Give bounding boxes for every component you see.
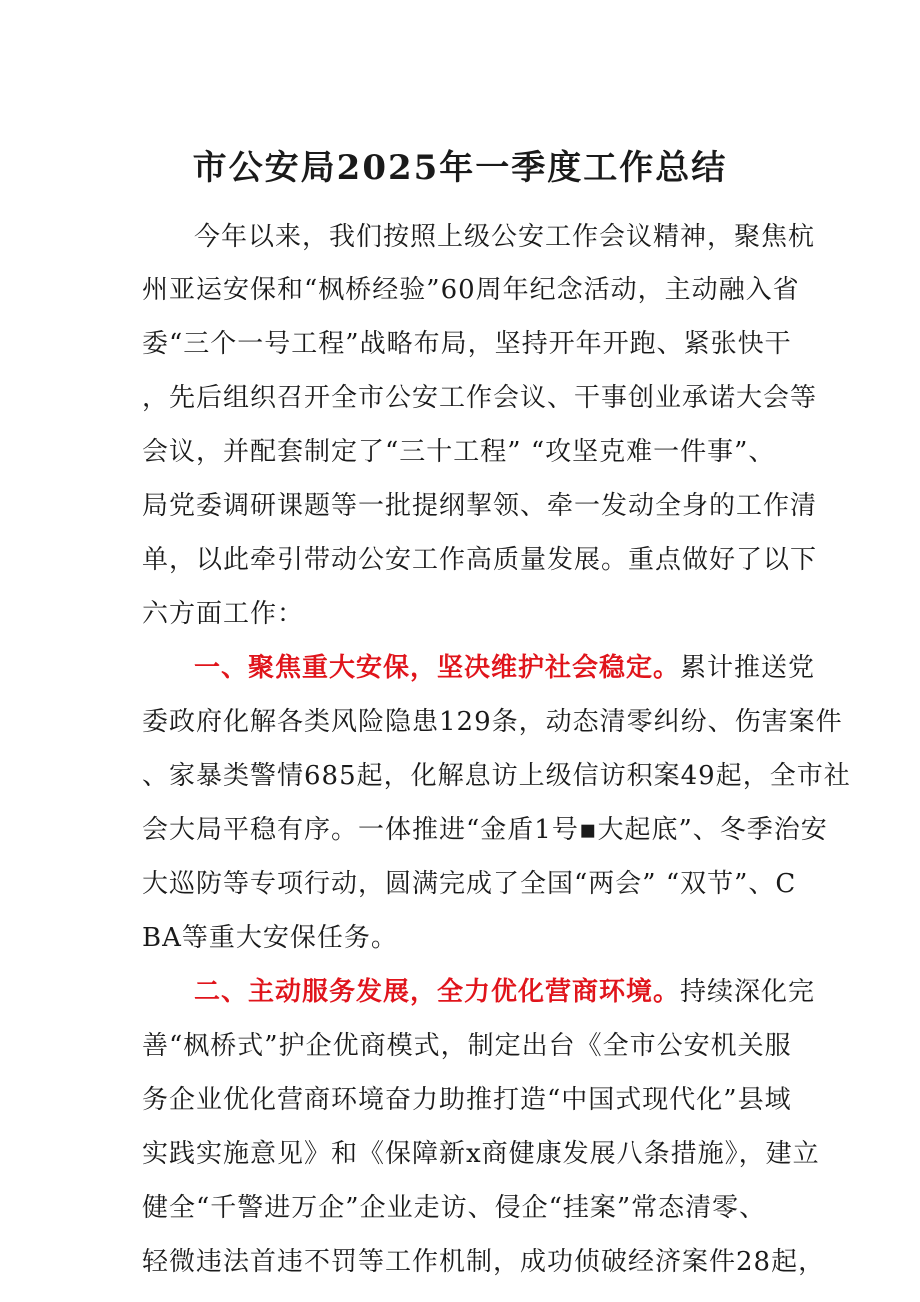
- section-heading: 一、聚焦重大安保，坚决维护社会稳定。: [194, 653, 681, 683]
- body-text: 委政府化解各类风险隐患129条，动态清零纠纷、伤害案件: [142, 707, 843, 737]
- body-line: [142, 866, 797, 902]
- body-text: 今年以来，我们按照上级公安工作会议精神，聚焦杭: [194, 222, 816, 252]
- body-line: [142, 1136, 820, 1172]
- body-line: [142, 596, 782, 632]
- body-text: 会议，并配套制定了“三十工程” “攻坚克难一件事”、: [142, 437, 776, 467]
- body-line: [194, 974, 834, 1010]
- body-text: 累计推送党: [680, 653, 816, 683]
- body-line: [142, 1244, 826, 1280]
- body-text: 善“枫桥式”护企优商模式，制定出台《全市公安机关服: [142, 1031, 792, 1061]
- body-text: 委“三个一号工程”战略布局，坚持开年开跑、紧张快干: [142, 329, 792, 359]
- body-line: [142, 326, 792, 362]
- body-line: [142, 1190, 782, 1226]
- document-title: 市公安局2025年一季度工作总结: [192, 148, 728, 188]
- body-line: [142, 1028, 792, 1064]
- body-text: 大巡防等专项行动，圆满完成了全国“两会” “双节”、C: [142, 869, 797, 899]
- body-text: 单，以此牵引带动公安工作高质量发展。重点做好了以下: [142, 545, 818, 575]
- body-text: 持续深化完: [680, 977, 816, 1007]
- body-line: [194, 650, 834, 686]
- body-text: 州亚运安保和“枫桥经验”60周年纪念活动，主动融入省: [142, 275, 800, 305]
- body-text: 健全“千警进万企”企业走访、侵企“挂案”常态清零、: [142, 1193, 767, 1223]
- body-text: 轻微违法首违不罚等工作机制，成功侦破经济案件28起，: [142, 1247, 826, 1277]
- body-line: [142, 380, 818, 416]
- body-line: [142, 758, 851, 794]
- body-line: [142, 812, 828, 848]
- body-line: [142, 272, 800, 308]
- body-line: [142, 920, 782, 956]
- body-text: 务企业优化营商环境奋力助推打造“中国式现代化”县域: [142, 1085, 792, 1115]
- body-line: [142, 542, 818, 578]
- section-heading: 二、主动服务发展，全力优化营商环境。: [194, 977, 681, 1007]
- body-line: [142, 1082, 792, 1118]
- body-line: [142, 488, 818, 524]
- body-text: 六方面工作：: [142, 599, 305, 629]
- body-text: BA等重大安保任务。: [142, 923, 398, 953]
- body-text: 会大局平稳有序。一体推进“金盾1号▪大起底”、冬季治安: [142, 815, 828, 845]
- body-text: ，先后组织召开全市公安工作会议、干事创业承诺大会等: [142, 383, 818, 413]
- body-line: [142, 704, 843, 740]
- body-line: [142, 434, 782, 470]
- body-line: [194, 219, 834, 255]
- body-text: 局党委调研课题等一批提纲挈领、牵一发动全身的工作清: [142, 491, 818, 521]
- body-text: 实践实施意见》和《保障新x商健康发展八条措施》，建立: [142, 1139, 820, 1169]
- body-text: 、家暴类警情685起，化解息访上级信访积案49起，全市社: [142, 761, 851, 791]
